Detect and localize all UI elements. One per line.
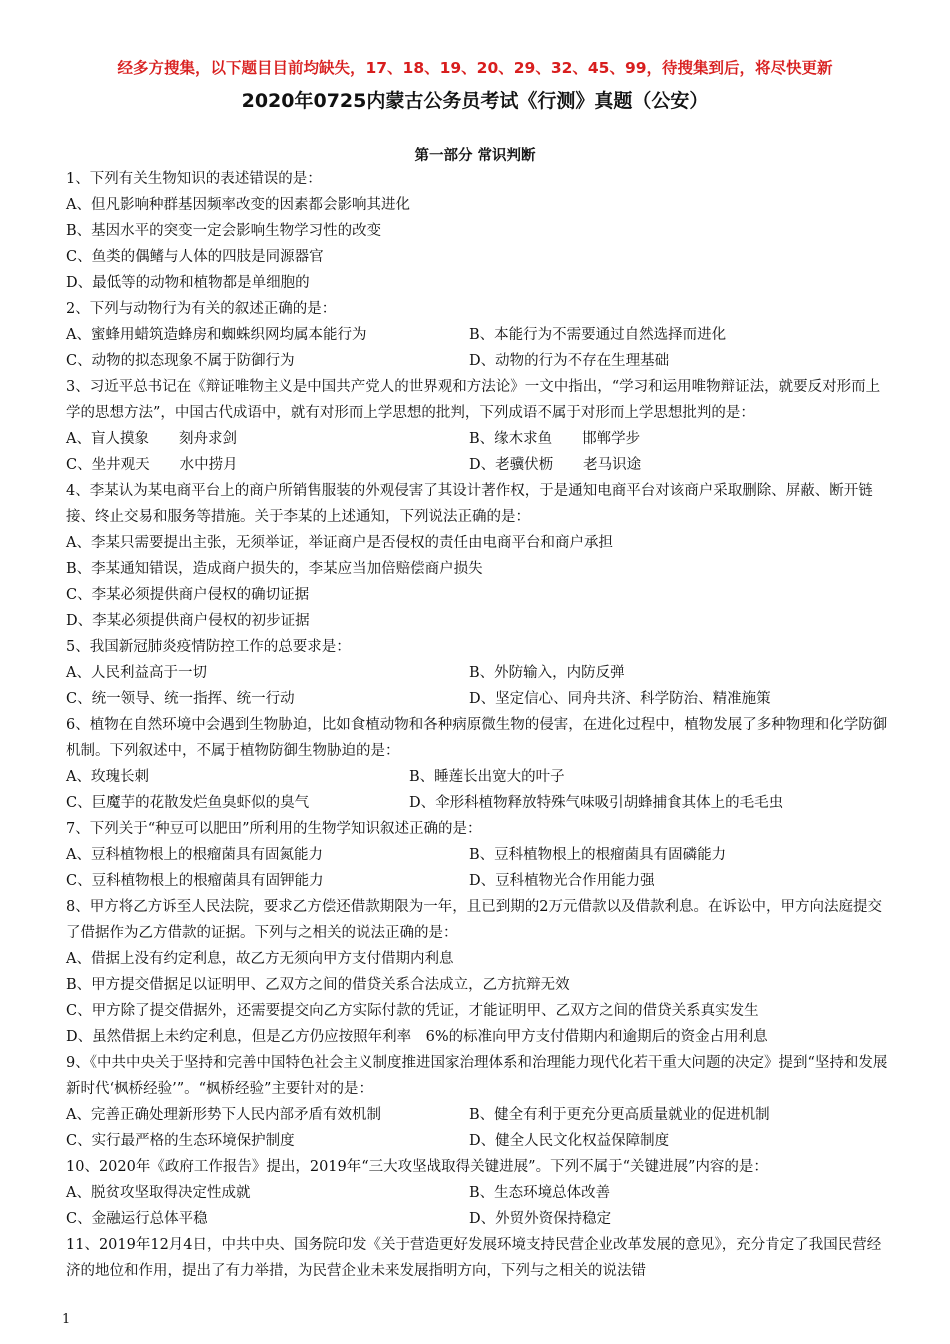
question-stem: 8、甲方将乙方诉至人民法院，要求乙方偿还借款期限为一年，且已到期的2万元借款以及借款利息。在诉讼中，甲方向法庭提交了借据作为乙方借款的证据。下列与之相关的说法正确的是： — [66, 899, 882, 941]
option-text: 邯郸学步 — [582, 431, 641, 447]
section-heading: 第一部分 常识判断 — [414, 148, 536, 164]
option-row — [66, 660, 888, 686]
option-row — [66, 790, 888, 816]
option: B、本能行为不需要通过自然选择而进化 — [469, 327, 727, 343]
question-stem: 4、李某认为某电商平台上的商户所销售服装的外观侵害了其设计著作权，于是通知电商平台对该商户采取删除、屏蔽、断开链接、终止交易和服务等措施。关于李某的上述通知，下列说法正确的是： — [66, 483, 873, 525]
option-row — [66, 1102, 888, 1128]
option: D、虽然借据上未约定利息，但是乙方仍应按照年利率 6%的标准向甲方支付借期内和逾期后的资金占用利息 — [66, 1029, 768, 1045]
page-number: 1 — [62, 1312, 71, 1327]
option: C、鱼类的偶鳍与人体的四肢是同源器官 — [66, 249, 324, 265]
option: C、动物的拟态现象不属于防御行为 — [66, 353, 295, 369]
option: A、豆科植物根上的根瘤菌具有固氮能力 — [66, 847, 323, 863]
option: D、坚定信心、同舟共济、科学防治、精准施策 — [469, 691, 771, 707]
question-stem: 1、下列有关生物知识的表述错误的是： — [66, 171, 322, 187]
option-label: C、坐井观天 — [66, 457, 150, 473]
option: B、李某通知错误，造成商户损失的，李某应当加倍赔偿商户损失 — [66, 561, 483, 577]
question-stem: 2、下列与动物行为有关的叙述正确的是： — [66, 301, 337, 317]
option: C、甲方除了提交借据外，还需要提交向乙方实际付款的凭证，才能证明甲、乙双方之间的借贷关系真实发生 — [66, 1003, 759, 1019]
option: B、生态环境总体改善 — [469, 1185, 611, 1201]
option — [66, 426, 469, 452]
option-row — [66, 348, 888, 374]
option: A、借据上没有约定利息，故乙方无须向甲方支付借期内利息 — [66, 951, 454, 967]
option: A、人民利益高于一切 — [66, 665, 207, 681]
option — [469, 452, 641, 478]
option: C、统一领导、统一指挥、统一行动 — [66, 691, 295, 707]
option: A、但凡影响种群基因频率改变的因素都会影响其进化 — [66, 197, 410, 213]
option-row — [66, 764, 888, 790]
option-row — [66, 868, 888, 894]
option — [469, 426, 640, 452]
option: D、豆科植物光合作用能力强 — [469, 873, 655, 889]
option-text: 水中捞月 — [179, 457, 238, 473]
option-row — [66, 1206, 888, 1232]
option-label: B、缘木求鱼 — [469, 431, 553, 447]
option-row — [66, 1128, 888, 1154]
question-stem: 9、《中共中央关于坚持和完善中国特色社会主义制度推进国家治理体系和治理能力现代化若干重大问题的决定》提到“坚持和发展新时代‘枫桥经验’”。“枫桥经验”主要针对的是： — [66, 1055, 888, 1097]
option: D、动物的行为不存在生理基础 — [469, 353, 670, 369]
option-row — [66, 686, 888, 712]
option: D、最低等的动物和植物都是单细胞的 — [66, 275, 310, 291]
question-list — [66, 166, 888, 1284]
option-text: 刻舟求剑 — [178, 431, 237, 447]
option: A、蜜蜂用蜡筑造蜂房和蜘蛛织网均属本能行为 — [66, 327, 367, 343]
option: A、完善正确处理新形势下人民内部矛盾有效机制 — [66, 1107, 381, 1123]
option: B、睡莲长出宽大的叶子 — [409, 769, 565, 785]
option — [66, 452, 469, 478]
option: C、李某必须提供商户侵权的确切证据 — [66, 587, 310, 603]
option: D、外贸外资保持稳定 — [469, 1211, 612, 1227]
option-label: D、老骥伏枥 — [469, 457, 554, 473]
option: B、基因水平的突变一定会影响生物学习性的改变 — [66, 223, 382, 239]
option: A、玫瑰长刺 — [66, 769, 149, 785]
option-row — [66, 426, 888, 452]
question-stem: 10、2020年《政府工作报告》提出，2019年“三大攻坚战取得关键进展”。下列不属于“关键进展”内容的是： — [66, 1159, 768, 1175]
option: C、金融运行总体平稳 — [66, 1211, 208, 1227]
option: C、豆科植物根上的根瘤菌具有固钾能力 — [66, 873, 324, 889]
option: C、巨魔芋的花散发烂鱼臭虾似的臭气 — [66, 795, 310, 811]
question-stem: 7、下列关于“种豆可以肥田”所利用的生物学知识叙述正确的是： — [66, 821, 482, 837]
option: D、李某必须提供商户侵权的初步证据 — [66, 613, 310, 629]
question-stem: 3、习近平总书记在《辩证唯物主义是中国共产党人的世界观和方法论》一文中指出，“学习和运用唯物辩证法，就要反对形而上学的思想方法”，中国古代成语中，就有对形而上学思想的批判，下列成语不属于对形而上学思想批判的是： — [66, 379, 881, 421]
exam-title: 2020年0725内蒙古公务员考试《行测》真题（公安） — [241, 90, 709, 112]
question-stem: 6、植物在自然环境中会遇到生物胁迫，比如食植动物和各种病原微生物的侵害，在进化过程中，植物发展了多种物理和化学防御机制。下列叙述中，不属于植物防御生物胁迫的是： — [66, 717, 888, 759]
option: D、健全人民文化权益保障制度 — [469, 1133, 670, 1149]
option-label: A、盲人摸象 — [66, 431, 149, 447]
option: B、豆科植物根上的根瘤菌具有固磷能力 — [469, 847, 727, 863]
option: B、外防输入，内防反弹 — [469, 665, 625, 681]
option: D、伞形科植物释放特殊气味吸引胡蜂捕食其体上的毛毛虫 — [409, 795, 784, 811]
option-text: 老马识途 — [583, 457, 642, 473]
option: B、甲方提交借据足以证明甲、乙双方之间的借贷关系合法成立，乙方抗辩无效 — [66, 977, 570, 993]
option: B、健全有利于更充分更高质量就业的促进机制 — [469, 1107, 770, 1123]
option: A、脱贫攻坚取得决定性成就 — [66, 1185, 251, 1201]
question-stem: 5、我国新冠肺炎疫情防控工作的总要求是： — [66, 639, 351, 655]
missing-questions-notice: 经多方搜集，以下题目目前均缺失，17、18、19、20、29、32、45、99，待搜集到后，将尽快更新 — [117, 59, 833, 77]
option-row — [66, 1180, 888, 1206]
question-stem: 11、2019年12月4日，中共中央、国务院印发《关于营造更好发展环境支持民营企业改革发展的意见》，充分肯定了我国民营经济的地位和作用，提出了有力举措，为民营企业未来发展指明方向，下列与之相关的说法错 — [66, 1237, 882, 1279]
option-row — [66, 842, 888, 868]
option: C、实行最严格的生态环境保护制度 — [66, 1133, 295, 1149]
option-row — [66, 322, 888, 348]
option-row — [66, 452, 888, 478]
option: A、李某只需要提出主张，无须举证，举证商户是否侵权的责任由电商平台和商户承担 — [66, 535, 613, 551]
